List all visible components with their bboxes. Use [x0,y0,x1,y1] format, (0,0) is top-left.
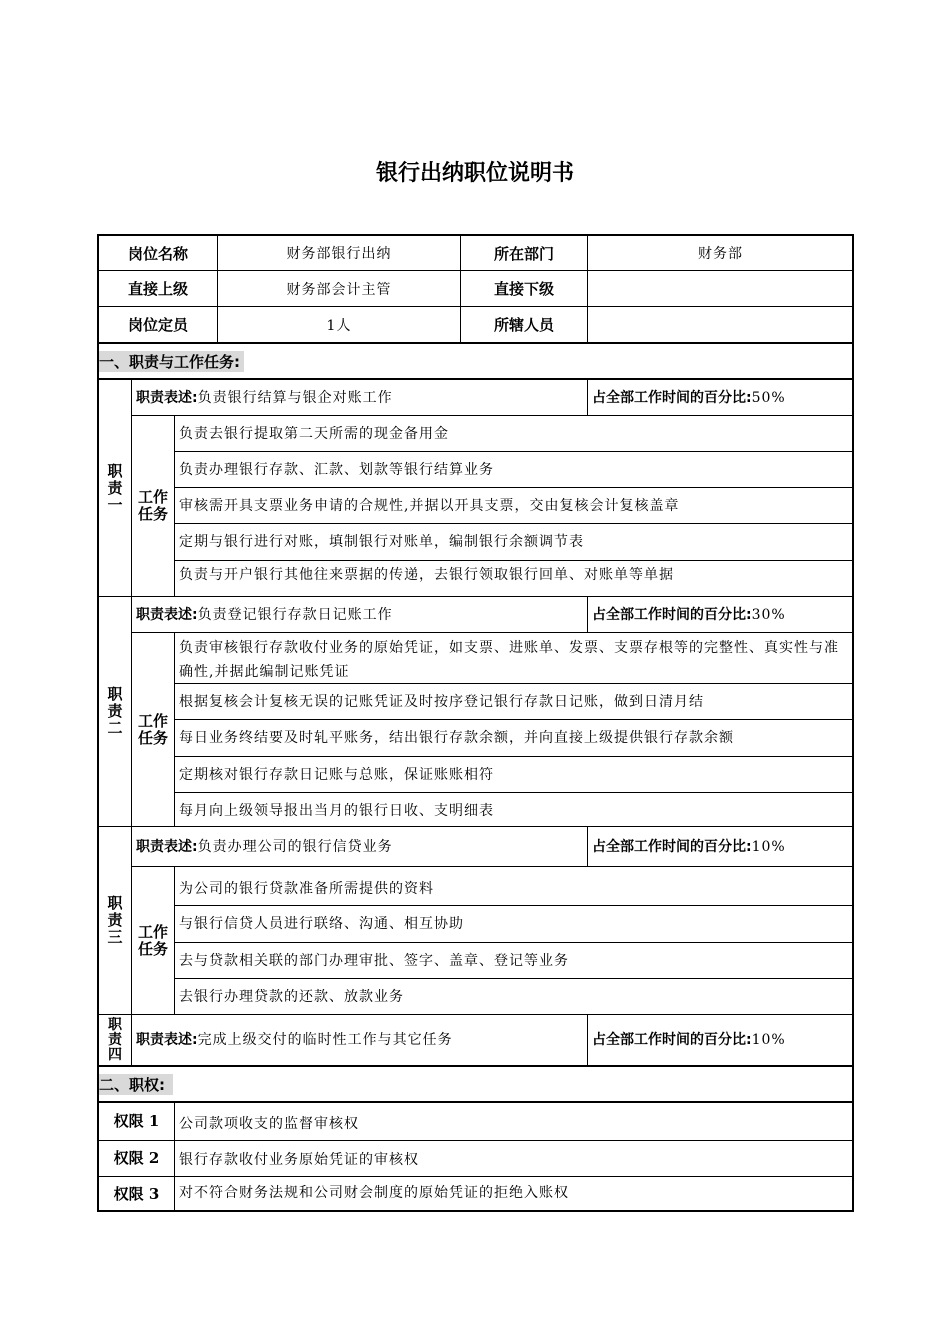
post-name-value: 财务部银行出纳 [286,246,392,262]
dept-value: 财务部 [698,246,743,262]
duty-3-task-2: 与银行信贷人员进行联络、沟通、相互协助 [179,916,464,932]
duty-2-task-5: 每月向上级领导报出当月的银行日收、支明细表 [179,803,494,819]
headcount-value: 1人 [326,317,352,334]
staff-value [588,307,853,342]
duty-1-desc: 职责表述: 负责银行结算与银企对账工作 [136,389,393,406]
right-3-label: 权限 3 [113,1185,160,1203]
document-title: 银行出纳职位说明书 [375,161,574,186]
duty-3-desc: 职责表述: 负责办理公司的银行信贷业务 [136,838,393,855]
duty-3-label: 职 责 三 [107,894,123,946]
duty-4-label: 职 责 四 [108,1016,122,1063]
duty-2-label: 职 责 二 [107,685,123,737]
duty-1-task-5: 负责与开户银行其他往来票据的传递，去银行领取银行回单、对账单等单据 [179,567,674,583]
duty-2-task-4: 定期核对银行存款日记账与总账，保证账账相符 [179,766,494,783]
duty-1-task-4: 定期与银行进行对账，填制银行对账单，编制银行余额调节表 [179,534,584,550]
duty-2-task-label: 工作 任务 [137,711,168,747]
dept-label: 所在部门 [493,244,554,263]
subordinate-value [588,271,853,306]
duty-2-task-1: 负责审核银行存款收付业务的原始凭证，如支票、进账单、发票、支票存根等的完整性、真实性与准确性,并据此编制记账凭证 [179,640,839,680]
duty-2-task-2: 根据复核会计复核无误的记账凭证及时按序登记银行存款日记账，做到日清月结 [179,694,704,710]
duty-1-task-1: 负责去银行提取第二天所需的现金备用金 [179,425,449,442]
duty-1-task-3: 审核需开具支票业务申请的合规性,并据以开具支票，交由复核会计复核盖章 [179,497,680,514]
right-2-text: 银行存款收付业务原始凭证的审核权 [179,1151,419,1168]
right-1-label: 权限 1 [113,1112,160,1130]
section-rights-title: 二、职权: [99,1067,173,1101]
subordinate-label: 直接下级 [493,280,554,298]
duty-3-task-label: 工作 任务 [137,922,168,958]
duty-1-pct: 占全部工作时间的百分比: 50% [592,389,786,406]
duty-3-task-1: 为公司的银行贷款准备所需提供的资料 [179,881,434,897]
duty-3-task-4: 去银行办理贷款的还款、放款业务 [179,988,404,1005]
duty-4-pct: 占全部工作时间的百分比: 10% [592,1032,786,1048]
post-name-label: 岗位名称 [127,244,188,263]
right-3-text: 对不符合财务法规和公司财会制度的原始凭证的拒绝入账权 [179,1184,569,1201]
section-duties-title: 一、职责与工作任务: [99,344,244,378]
duty-4-desc: 职责表述: 完成上级交付的临时性工作与其它任务 [136,1032,453,1048]
superior-label: 直接上级 [127,280,188,298]
staff-label: 所辖人员 [493,316,554,334]
duty-2-pct: 占全部工作时间的百分比: 30% [592,606,786,623]
duty-3-task-3: 去与贷款相关联的部门办理审批、签字、盖章、登记等业务 [179,952,569,969]
duty-1-task-label: 工作 任务 [137,488,168,523]
duty-2-desc: 职责表述: 负责登记银行存款日记账工作 [136,606,393,623]
headcount-label: 岗位定员 [127,316,188,334]
right-1-text: 公司款项收支的监督审核权 [179,1115,359,1132]
superior-value: 财务部会计主管 [286,281,392,298]
right-2-label: 权限 2 [113,1149,160,1167]
duty-2-task-3: 每日业务终结要及时轧平账务，结出银行存款余额，并向直接上级提供银行存款余额 [179,730,734,746]
duty-3-pct: 占全部工作时间的百分比: 10% [592,838,786,855]
duty-1-label: 职 责 一 [107,461,123,514]
duty-1-task-2: 负责办理银行存款、汇款、划款等银行结算业务 [179,461,494,478]
